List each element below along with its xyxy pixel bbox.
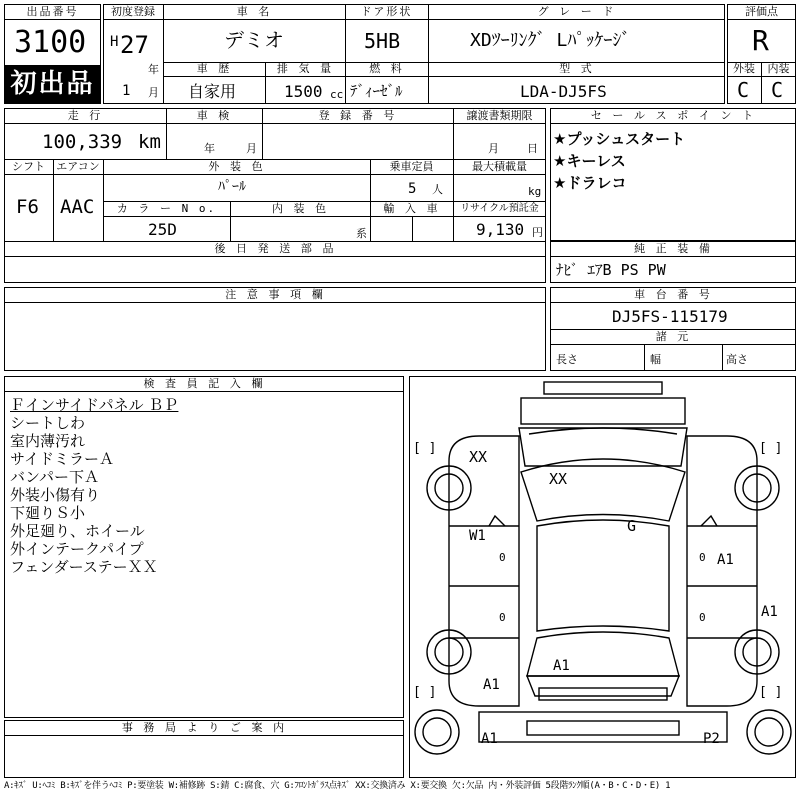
car-name: デミオ [224,28,284,52]
inspector-line: 下廻りＳ小 [10,504,86,522]
first-reg-label: 初度登録 [111,5,155,18]
reg-year: 27 [120,31,149,59]
chassis-label: 車 台 番 号 [634,288,712,301]
length-label: 長さ [556,353,578,366]
lot-number: 3100 [14,25,87,60]
seats-unit: 人 [432,183,443,196]
equipment-label: 純 正 装 備 [634,242,712,255]
inspector-line: バンパー下Ａ [10,468,99,486]
int-color-label: 内 装 色 [271,202,329,215]
grade-value: XDﾂｰﾘﾝｸﾞ Lﾊﾟｯｹｰｼﾞ [470,30,631,51]
displacement-label: 排 気 量 [276,62,334,75]
width-label: 幅 [650,353,661,366]
mark-left-door: W1 [469,528,486,544]
history-label: 車 歴 [196,62,232,75]
mark-trunk: A1 [553,658,570,674]
mark-fr-fender: XX [469,448,488,466]
mark-zero: 0 [499,551,506,564]
notes-label: 注 意 事 項 欄 [225,288,325,301]
ext-color-label: 外 装 色 [208,160,265,173]
bracket-right-top: [ ] [759,441,783,456]
recycle-value: 9,130 [476,220,525,239]
mark-bottom-left: A1 [481,731,498,747]
inspector-line: 室内薄汚れ [10,432,86,450]
model-label: 型 式 [559,62,594,75]
color-no-label: カ ラ ー N o. [116,202,217,215]
footer-legend: A:ｷｽﾞ U:ﾍｺﾐ B:ｷｽﾞを伴うﾍｺﾐ P:要塗装 W:補修跡 S:錆 C:腐食、穴 G:ﾌﾛﾝﾄｶﾞﾗｽ点ｷｽﾞ XX:交換済み X:要交換 欠:欠品 内・外装評価 5段階ﾗﾝｸ順(A・B・C・D・E) 1 [4,781,671,791]
fuel-value: ﾃﾞｨｰｾﾞﾙ [350,82,403,100]
first-listing-badge: 初出品 [4,65,101,104]
bracket-left-top: [ ] [413,441,437,456]
mark-zero: 0 [699,611,706,624]
door-value: 5HB [364,29,401,53]
mark-bottom-right: P2 [703,731,720,747]
era-letter: H [110,34,119,50]
color-no-value: 25D [148,220,177,239]
load-label: 最大積載量 [472,160,527,173]
exterior-label: 外装 [733,62,755,75]
inspector-line: シートしわ [10,414,86,432]
reg-month: 1 [122,83,131,99]
recycle-label: リサイクル預託金 [460,203,539,214]
inspector-line: サイドミラーＡ [10,450,114,468]
transfer-day-unit: 日 [527,142,538,155]
transfer-label: 譲渡書類期限 [466,109,533,122]
height-label: 高さ [726,353,748,366]
insp-year-unit: 年 [204,142,215,155]
insp-month-unit: 月 [246,142,257,155]
interior-label: 内装 [767,62,790,75]
model-value: LDA-DJ5FS [520,82,607,101]
score-value: R [752,24,769,57]
inspector-line: 外足廻り、ホイール [10,522,145,540]
grade-label: グ レ ー ド [537,5,616,18]
inspection-label: 車 検 [196,109,232,122]
door-label: ドア形状 [360,5,413,18]
ext-color-value: ﾊﾟｰﾙ [218,179,246,195]
seats-label: 乗車定員 [389,160,434,173]
bracket-left-bottom: [ ] [413,685,437,700]
later-parts-label: 後 日 発 送 部 品 [214,242,336,255]
mark-right-front-door: A1 [717,552,734,568]
inspector-line: 外装小傷有り [10,486,101,504]
import-label: 輸 入 車 [383,202,440,215]
ac-label: エアコン [56,160,100,173]
sales-point: ★ドラレコ [553,174,627,192]
load-unit: kg [528,185,542,198]
ac-value: AAC [60,196,95,218]
car-diagram [409,376,796,778]
dimensions-label: 諸 元 [655,330,691,343]
exterior-value: C [737,78,750,102]
lot-label: 出品番号 [26,5,79,18]
month-unit: 月 [148,86,159,99]
transfer-month-unit: 月 [488,142,499,155]
chassis-value: DJ5FS-115179 [612,307,728,326]
mark-zero: 0 [699,551,706,564]
name-label: 車 名 [236,5,272,18]
mark-right-quarter: A1 [761,604,778,620]
mileage-value: 100,339 [42,131,123,153]
mark-zero: 0 [499,611,506,624]
shift-value: F6 [16,196,39,218]
int-color-suffix: 系 [356,227,367,240]
displacement-unit: cc [330,88,344,101]
displacement-value: 1500 [284,82,323,101]
inspector-line: 外インテークパイプ [10,540,144,558]
recycle-unit: 円 [532,226,543,239]
fuel-label: 燃 料 [369,62,404,75]
sales-label: セ ー ル ス ポ イ ン ト [590,109,756,122]
interior-value: C [771,78,784,102]
mark-roof: G [627,517,637,535]
mark-rear-left: A1 [483,677,500,693]
history-value: 自家用 [188,82,237,101]
shift-label: シフト [12,160,45,173]
mileage-label: 走 行 [67,109,103,122]
office-label: 事 務 局 よ り ご 案 内 [121,721,287,734]
score-label: 評価点 [745,5,778,18]
seats-value: 5 [408,181,417,197]
inspector-label: 検 査 員 記 入 欄 [143,377,265,390]
mileage-unit: km [138,131,161,153]
bracket-right-bottom: [ ] [759,685,783,700]
equipment-value: ﾅﾋﾞ ｴｱB PS PW [556,261,666,279]
plate-label: 登 録 番 号 [318,109,397,122]
sales-point: ★プッシュスタート [553,130,686,148]
year-unit: 年 [148,63,159,76]
mark-hood: XX [549,470,568,488]
inspector-line: フェンダーステーＸＸ [10,558,158,576]
inspector-line: Ｆインサイドパネル ＢＰ [10,396,179,414]
sales-point: ★キーレス [553,152,626,170]
